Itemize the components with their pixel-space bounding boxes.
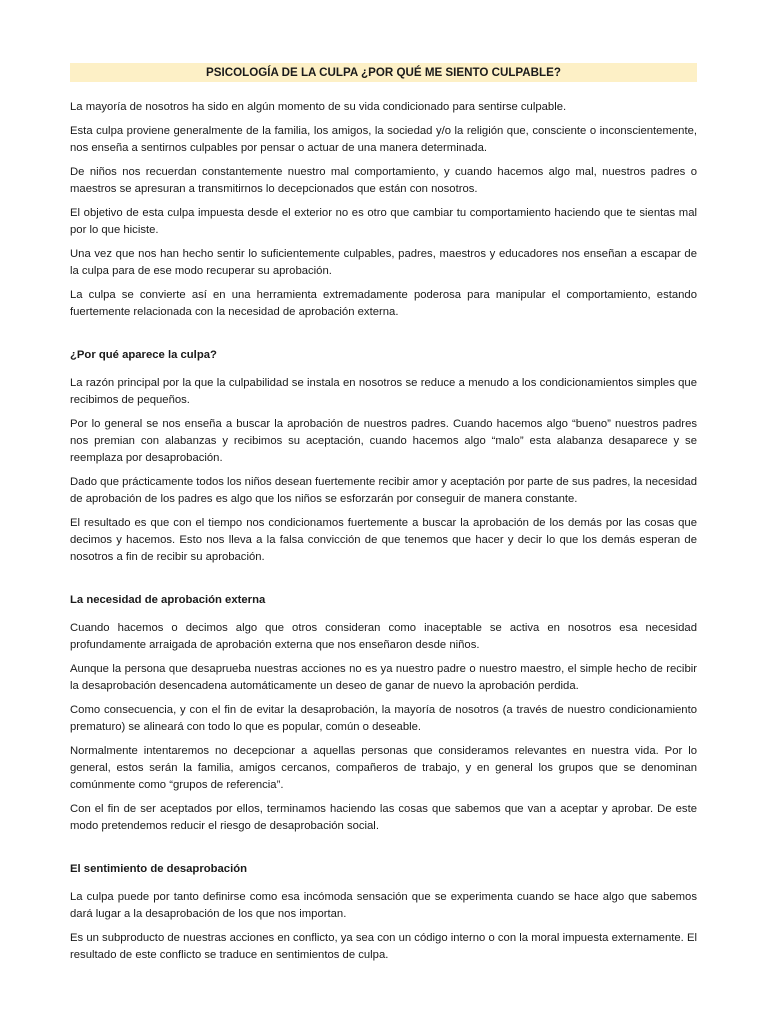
paragraph: Con el fin de ser aceptados por ellos, terminamos haciendo las cosas que sabemos que van a aceptar y aprobar. De este modo pretendemos reducir el riesgo de desaprobación social. xyxy=(70,803,697,832)
paragraph: Cuando hacemos o decimos algo que otros consideran como inaceptable se activa en nosotros esa necesidad profundamente arraigada de aprobación externa que nos enseñaron desde niños. xyxy=(70,622,697,651)
document-page xyxy=(70,63,697,971)
section-heading: El sentimiento de desaprobación xyxy=(70,863,248,875)
paragraph: La culpa se convierte así en una herramienta extremadamente poderosa para manipular el comportamiento, estando fuertemente relacionada con la necesidad de aprobación externa. xyxy=(70,289,697,318)
paragraph: La razón principal por la que la culpabilidad se instala en nosotros se reduce a menudo a los condicionamientos simples que recibimos de pequeños. xyxy=(70,377,697,406)
paragraph: La culpa puede por tanto definirse como esa incómoda sensación que se experimenta cuando se hace algo que sabemos dará lugar a la desaprobación de los que nos importan. xyxy=(70,891,697,920)
paragraph: Por lo general se nos enseña a buscar la aprobación de nuestros padres. Cuando hacemos algo “bueno” nuestros padres nos premian con alabanzas y recibimos su aceptación, cuando hacemos algo “malo” esta alabanza desaparece y se reemplaza por desaprobación. xyxy=(70,418,697,464)
paragraph: El resultado es que con el tiempo nos condicionamos fuertemente a buscar la aprobación de los demás por las cosas que decimos y hacemos. Esto nos lleva a la falsa convicción de que tenemos que hacer y decir lo que los demás esperan de nosotros a fin de recibir su aprobación. xyxy=(70,517,697,563)
paragraph: Esta culpa proviene generalmente de la familia, los amigos, la sociedad y/o la religión que, consciente o inconscientemente, nos enseña a sentirnos culpables por pensar o actuar de una manera determinada. xyxy=(70,125,697,154)
paragraph: Aunque la persona que desaprueba nuestras acciones no es ya nuestro padre o nuestro maestro, el simple hecho de recibir la desaprobación desencadena automáticamente un deseo de ganar de nuevo la aprobación perdida. xyxy=(70,663,697,692)
paragraph: La mayoría de nosotros ha sido en algún momento de su vida condicionado para sentirse culpable. xyxy=(70,101,567,113)
section-why-guilt xyxy=(70,347,697,566)
paragraph: El objetivo de esta culpa impuesta desde el exterior no es otro que cambiar tu comportamiento haciendo que te sientas mal por lo que hiciste. xyxy=(70,207,697,236)
paragraph: Es un subproducto de nuestras acciones en conflicto, ya sea con un código interno o con la moral impuesta externamente. El resultado de este conflicto se traduce en sentimientos de culpa. xyxy=(70,932,697,961)
section-disapproval-feeling xyxy=(70,861,697,964)
paragraph: De niños nos recuerdan constantemente nuestro mal comportamiento, y cuando hacemos algo mal, nuestros padres o maestros se apresuran a transmitirnos lo decepcionados que están con nosotros. xyxy=(70,166,697,195)
paragraph: Una vez que nos han hecho sentir lo suficientemente culpables, padres, maestros y educadores nos enseñan a escapar de la culpa para de ese modo recuperar su aprobación. xyxy=(70,248,697,277)
section-external-approval xyxy=(70,592,697,835)
section-heading: ¿Por qué aparece la culpa? xyxy=(70,349,217,361)
paragraph: Como consecuencia, y con el fin de evitar la desaprobación, la mayoría de nosotros (a través de nuestro condicionamiento prematuro) se alineará con todo lo que es popular, común o deseable. xyxy=(70,704,697,733)
paragraph: Dado que prácticamente todos los niños desean fuertemente recibir amor y aceptación por parte de sus padres, la necesidad de aprobación de los padres es algo que los niños se esforzarán por conseguir de manera constante. xyxy=(70,476,697,505)
document-title: PSICOLOGÍA DE LA CULPA ¿POR QUÉ ME SIENTO CULPABLE? xyxy=(70,63,697,82)
intro-block xyxy=(70,99,697,321)
paragraph: Normalmente intentaremos no decepcionar a aquellas personas que consideramos relevantes en nuestra vida. Por lo general, estos serán la familia, amigos cercanos, compañeros de trabajo, y en general los grupos que se denominan comúnmente como “grupos de referencia”. xyxy=(70,745,697,791)
section-heading: La necesidad de aprobación externa xyxy=(70,594,266,606)
